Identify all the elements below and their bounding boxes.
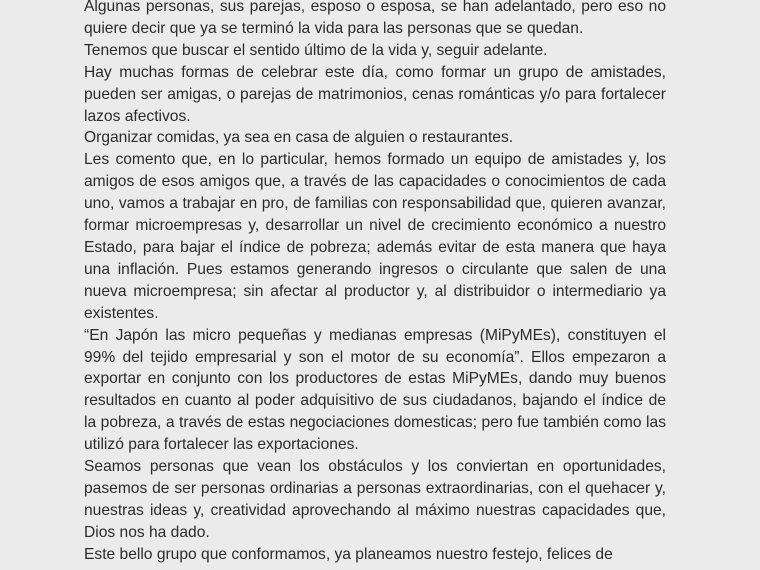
paragraph: “En Japón las micro pequeñas y medianas empresas (MiPyMEs), constituyen el 99% del tejido empresarial y son el motor de su economía”. Ellos empezaron a exportar en conjunto con los productores de estas MiPyMEs, dando muy buenos resultados en cuanto al poder adquisitivo de sus ciudadanos, bajando el índice de la pobreza, a través de estas negociaciones domesticas; pero fue también como las utilizó para fortalecer las exportaciones. xyxy=(84,326,666,454)
paragraph: Les comento que, en lo particular, hemos formado un equipo de amistades y, los amigos de esos amigos que, a través de las capacidades o conocimientos de cada uno, vamos a trabajar en pro, de familias con responsabilidad que, quieren avanzar, formar microempresas y, desarrollar un nivel de crecimiento económico a nuestro Estado, para bajar el índice de pobreza; además evitar de esta manera que haya una inflación. Pues estamos generando ingresos o circulante que salen de una nueva microempresa; sin afectar al productor y, al distribuidor o intermediario ya existentes. xyxy=(84,151,666,322)
paragraph: Hay muchas formas de celebrar este día, como formar un grupo de amistades, pueden ser amigas, o parejas de matrimonios, cenas románticas y/o para fortalecer lazos afectivos. xyxy=(84,63,666,125)
article-body xyxy=(84,0,666,566)
paragraph: Algunas personas, sus parejas, esposo o esposa, se han adelantado, pero eso no quiere decir que ya se terminó la vida para las personas que se quedan. xyxy=(84,0,666,37)
paragraph: Tenemos que buscar el sentido último de la vida y, seguir adelante. xyxy=(84,41,548,59)
paragraph: Seamos personas que vean los obstáculos y los conviertan en oportunidades, pasemos de ser personas ordinarias a personas extraordinarias, con el quehacer y, nuestras ideas y, creatividad aprovechando al máximo nuestras capacidades que, Dios nos ha dado. xyxy=(84,458,666,541)
paragraph: Organizar comidas, ya sea en casa de alguien o restaurantes. xyxy=(84,129,514,147)
paragraph: Este bello grupo que conformamos, ya planeamos nuestro festejo, felices de xyxy=(84,545,613,563)
